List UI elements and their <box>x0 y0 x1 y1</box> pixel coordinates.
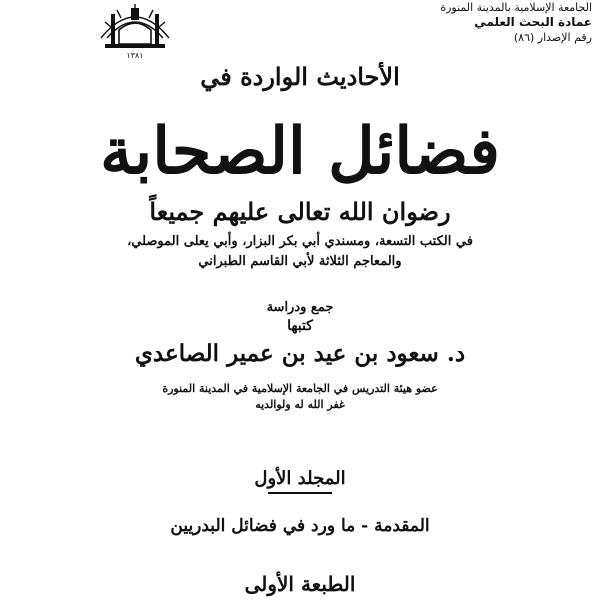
sources-line-1: في الكتب التسعة، ومسندي أبي بكر البزار، وأبي يعلى الموصلي، <box>127 234 473 249</box>
volume-contents: المقدمة - ما ورد في فضائل البدريين <box>170 516 430 536</box>
volume-label: المجلد الأول <box>254 468 346 489</box>
edition-label: الطبعة الأولى <box>244 572 356 596</box>
compiled-label: جمع ودراسة <box>266 300 334 315</box>
main-title: فضائل الصحابة <box>100 114 500 189</box>
sources-line-2: والمعاجم الثلاثة لأبي القاسم الطبراني <box>198 254 402 269</box>
issue-number: رقم الإصدار (٨٦) <box>513 31 592 44</box>
author-dua: غفر الله له ولوالديه <box>255 398 345 411</box>
pre-title: الأحاديث الواردة في <box>200 62 400 91</box>
author-name: د. سعود بن عيد بن عمير الصاعدي <box>134 340 466 367</box>
institution-block <box>392 0 592 45</box>
seal-caption: ١٣٨١ <box>126 51 144 60</box>
author-affiliation: عضو هيئة التدريس في الجامعة الإسلامية في المدينة المنورة <box>162 382 438 395</box>
deanship-name: عمادة البحث العلمي <box>474 15 592 29</box>
blessing-line: رضوان الله تعالى عليهم جميعاً <box>149 197 451 226</box>
university-seal-icon <box>95 0 175 60</box>
written-by-label: كتبها <box>287 318 313 334</box>
university-name: الجامعة الإسلامية بالمدينة المنورة <box>440 1 592 14</box>
volume-underline <box>268 492 332 494</box>
